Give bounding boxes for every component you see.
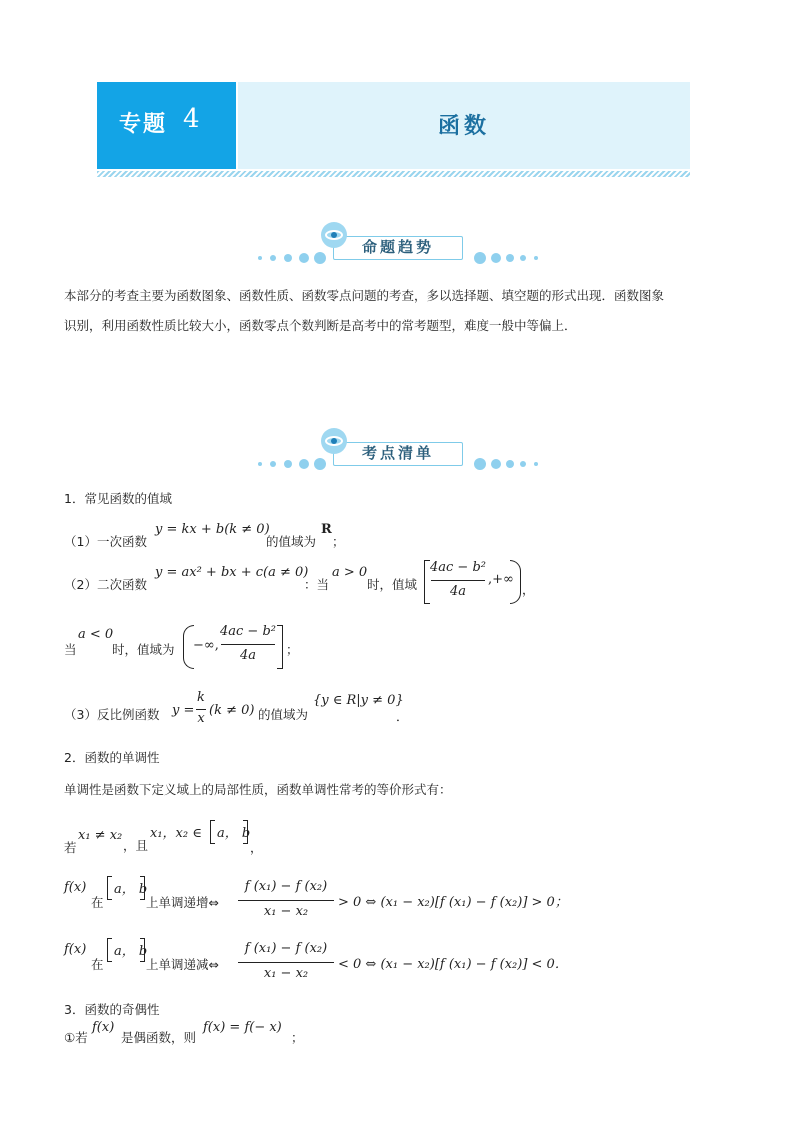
item2-heading: 2．函数的单调性 — [64, 750, 160, 765]
left-bracket — [107, 876, 112, 900]
item1-line1-end: ； — [332, 534, 345, 549]
inverse-condition: (k ≠ 0) — [209, 703, 255, 718]
item2-if-end: ， — [250, 840, 263, 855]
fraction-bar — [238, 962, 334, 963]
chapter-box — [97, 82, 236, 169]
intro-paragraph-line-1: 本部分的考查主要为函数图象、函数性质、函数零点问题的考查，多以选择题、填空题的形式出现．函数图象 — [64, 288, 665, 303]
fraction-numerator: 4ac − b² — [430, 560, 486, 575]
item2-inc-at: 在 — [91, 895, 104, 910]
fx-label: f(x) — [64, 880, 87, 895]
chapter-title-box — [238, 82, 690, 169]
fraction-denominator: x₁ − x₂ — [263, 966, 309, 981]
interval-ab: a， b — [114, 882, 148, 897]
item1-line2-end: ， — [522, 582, 535, 597]
chapter-label: 专题 — [119, 111, 168, 137]
item3-line1-end: ； — [291, 1030, 304, 1045]
item1-line2-mid: ：当 — [304, 577, 330, 592]
item2-inc-label: 上单调递增⇔ — [146, 895, 219, 910]
reals-symbol: R — [321, 522, 332, 537]
right-paren — [510, 560, 521, 604]
section-badge-trend — [255, 222, 545, 266]
item2-description: 单调性是函数下定义域上的局部性质，函数单调性常考的等价形式有： — [64, 782, 452, 797]
item1-line4-prefix: （3）反比例函数 — [64, 707, 160, 722]
fraction-bar — [431, 580, 485, 581]
item2-if-prefix: 若 — [64, 840, 77, 855]
condition-a-negative: a < 0 — [78, 627, 114, 642]
section-badge-checklist — [255, 428, 545, 472]
range-set: {y ∈ R|y ≠ 0} — [313, 693, 404, 708]
fx-label: f(x) — [64, 942, 87, 957]
decreasing-equivalence: < 0 ⇔ (x₁ − x₂)[f (x₁) − f (x₂)] < 0． — [338, 957, 568, 972]
fx-label: f(x) — [92, 1020, 115, 1035]
item2-dec-at: 在 — [91, 957, 104, 972]
fraction-numerator: k — [197, 690, 205, 705]
item1-line3-end: ； — [286, 642, 299, 657]
item2-dec-label: 上单调递减⇔ — [146, 957, 219, 972]
fraction-denominator: x — [197, 711, 205, 726]
quadratic-function-formula: y = ax² + bx + c(a ≠ 0) — [155, 565, 309, 580]
item1-line1-mid: 的值域为 — [266, 534, 317, 549]
fraction-numerator: 4ac − b² — [220, 624, 276, 639]
interval-head: −∞, — [193, 638, 219, 653]
even-function-equation: f(x) = f(− x) — [203, 1020, 282, 1035]
item3-line1-prefix: ①若 — [64, 1030, 88, 1045]
right-bracket — [140, 938, 145, 962]
page-title: 函数 — [437, 113, 490, 139]
x1-neq-x2: x₁ ≠ x₂ — [78, 828, 123, 843]
right-bracket — [277, 625, 283, 669]
interval-ab: a， b — [114, 944, 148, 959]
item1-line3-mid: 时，值域为 — [112, 642, 175, 657]
left-bracket — [210, 820, 215, 844]
badge-label: 考点清单 — [361, 444, 434, 462]
fraction-bar — [238, 900, 334, 901]
item3-heading: 3．函数的奇偶性 — [64, 1002, 160, 1017]
fraction-numerator: f (x₁) − f (x₂) — [244, 941, 328, 956]
linear-function-formula: y = kx + b(k ≠ 0) — [155, 522, 270, 537]
right-bracket — [243, 820, 248, 844]
fraction-bar — [221, 644, 275, 645]
chapter-number: 4 — [183, 104, 200, 134]
item1-line1-prefix: （1）一次函数 — [64, 534, 147, 549]
item1-heading: 1．常见函数的值域 — [64, 491, 172, 506]
eye-icon — [321, 428, 347, 454]
inverse-y-eq: y = — [172, 703, 195, 718]
fraction-denominator: 4a — [449, 584, 467, 599]
increasing-equivalence: > 0 ⇔ (x₁ − x₂)[f (x₁) − f (x₂)] > 0； — [338, 895, 568, 910]
item1-line4-mid: 的值域为 — [258, 707, 309, 722]
intro-paragraph-line-2: 识别，利用函数性质比较大小，函数零点个数判断是高考中的常考题型，难度一般中等偏上． — [64, 318, 577, 333]
fraction-bar — [196, 709, 206, 710]
item2-if-mid: ，且 — [123, 838, 149, 853]
item1-line3-prefix: 当 — [64, 642, 77, 657]
fraction-numerator: f (x₁) − f (x₂) — [244, 879, 328, 894]
badge-label: 命题趋势 — [361, 238, 434, 256]
item3-line1-mid: 是偶函数，则 — [121, 1030, 197, 1045]
interval-tail: ,+∞ — [488, 572, 514, 587]
fraction-denominator: x₁ − x₂ — [263, 904, 309, 919]
item1-line2-prefix: （2）二次函数 — [64, 577, 147, 592]
fraction-denominator: 4a — [239, 648, 257, 663]
left-bracket — [107, 938, 112, 962]
eye-icon — [321, 222, 347, 248]
condition-a-positive: a > 0 — [332, 565, 368, 580]
item1-line4-end: ． — [396, 709, 409, 724]
item1-line2-mid2: 时，值域 — [367, 577, 418, 592]
right-bracket — [140, 876, 145, 900]
x1-x2-in: x₁，x₂ ∈ — [150, 826, 202, 841]
interval-ab: a， b — [217, 826, 251, 841]
header-divider — [97, 171, 690, 177]
